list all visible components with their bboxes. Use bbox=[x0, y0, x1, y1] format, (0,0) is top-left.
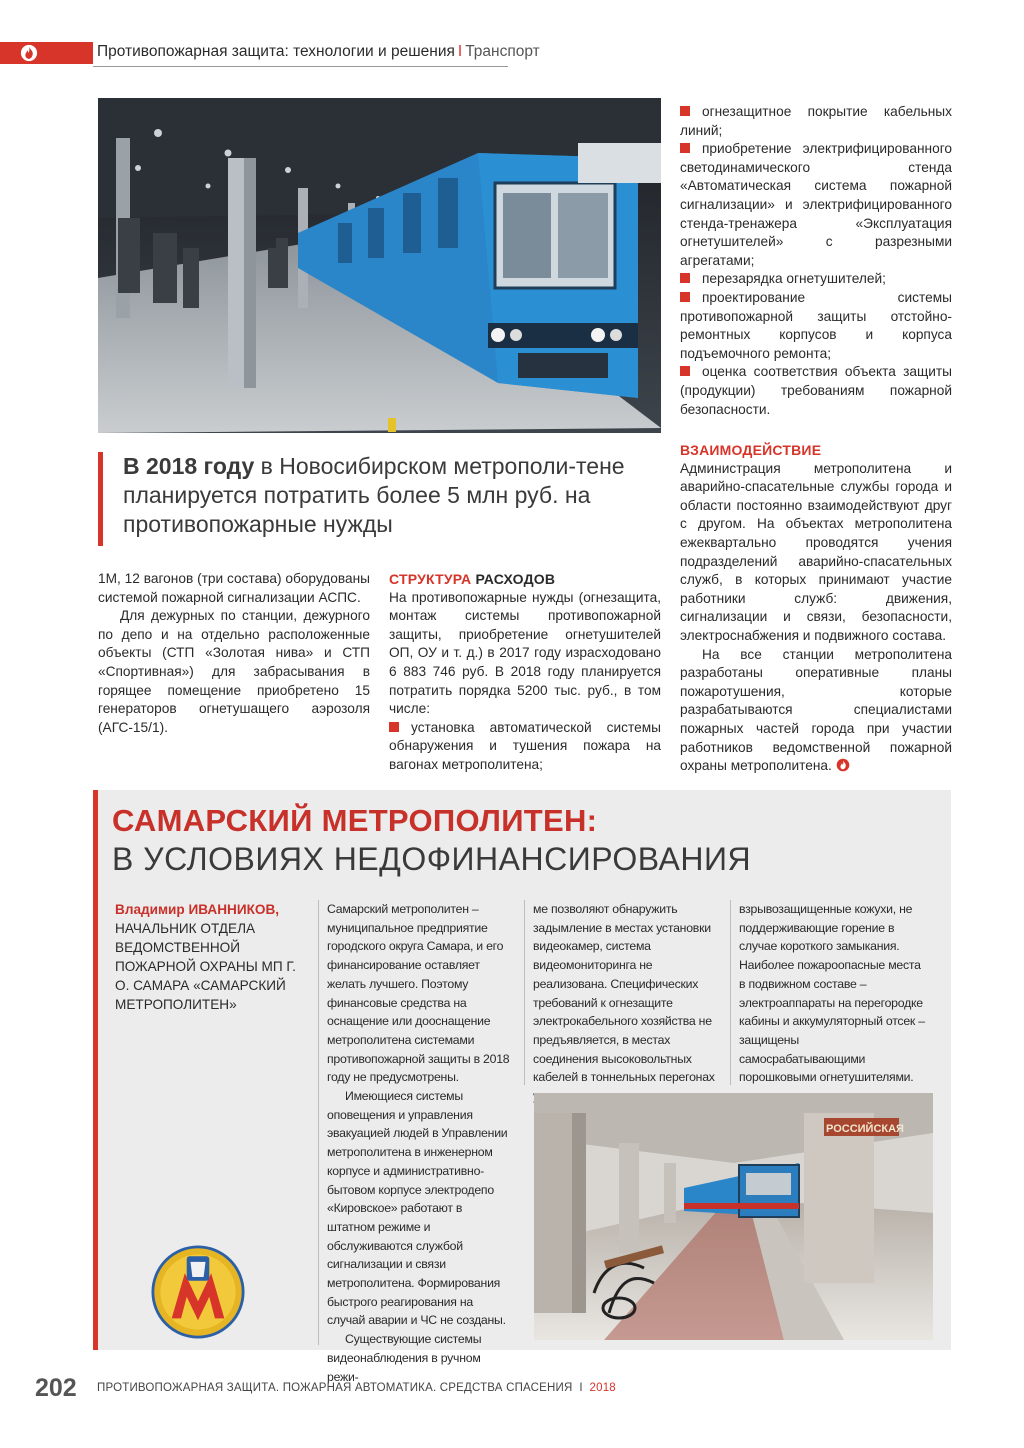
author-block bbox=[115, 900, 305, 1014]
photo-samara-station bbox=[534, 1093, 933, 1340]
paragraph: Существующие системы видеонаблюдения в ручном режи- bbox=[327, 1332, 482, 1384]
footer-year: 2018 bbox=[589, 1382, 616, 1394]
pull-quote-text: в Новосибирском метрополи-тене планируется потратить более 5 млн руб. на противопожарные нужды bbox=[123, 453, 625, 537]
header-section: Транспорт bbox=[465, 43, 540, 60]
article-accent-bar bbox=[93, 790, 98, 1350]
running-header bbox=[97, 43, 540, 61]
quote-accent-bar bbox=[98, 452, 103, 546]
bullet-square bbox=[680, 143, 690, 153]
photo-novosibirsk-metro bbox=[98, 98, 661, 433]
column-divider bbox=[730, 900, 731, 1085]
list-item-text: оценка соответствия объекта защиты (продукции) требованиям пожарной безопасности. bbox=[680, 364, 952, 417]
pull-quote bbox=[123, 452, 663, 539]
footer-separator: I bbox=[579, 1382, 583, 1394]
station-illustration bbox=[534, 1093, 933, 1340]
article-column-1 bbox=[327, 900, 513, 1386]
header-title: Противопожарная защита: технологии и решения bbox=[97, 43, 455, 60]
list-item-text: установка автоматической системы обнаружения и тушения пожара на вагонах метрополитена; bbox=[389, 719, 661, 772]
running-footer bbox=[97, 1382, 616, 1394]
list-item-text: огнезащитное покрытие кабельных линий; bbox=[680, 104, 952, 138]
list-item bbox=[680, 140, 952, 270]
footer-title: ПРОТИВОПОЖАРНАЯ ЗАЩИТА. ПОЖАРНАЯ АВТОМАТИКА. СРЕДСТВА СПАСЕНИЯ bbox=[97, 1382, 573, 1394]
bullet-square bbox=[680, 273, 690, 283]
column-divider bbox=[524, 900, 525, 1085]
column-divider bbox=[318, 900, 319, 1345]
article-column-2 bbox=[533, 900, 719, 1106]
metro-logo-icon bbox=[151, 1245, 245, 1339]
bullet-square bbox=[389, 722, 399, 732]
author-name: Владимир ИВАННИКОВ, bbox=[115, 902, 280, 917]
metro-train-illustration bbox=[98, 98, 661, 433]
paragraph: ме позволяют обнаружить задымление в местах установки видеокамер, система видеомониторинга не реализована. Специфических требований к огнезащите электрокабельного хозяйства не предъявляется, в местах соединения высоковольтных кабелей в тоннельных перегонах bbox=[533, 902, 715, 1085]
list-item bbox=[389, 719, 661, 775]
list-item bbox=[680, 363, 952, 419]
page-number: 202 bbox=[35, 1374, 77, 1402]
paragraph-text: На все станции метрополитена разработаны оперативные планы пожаротушения, которые разрабатываются специалистами пожарных частей города при участии работников ведомственной пожарной охраны метрополитена. bbox=[680, 646, 952, 774]
heading-structure-dark: РАСХОДОВ bbox=[475, 571, 556, 587]
paragraph: На противопожарные нужды (огнезащита, монтаж системы противопожарной защиты, приобретение огнетушителей ОП, ОУ и т. д.) в 2017 году израсходовано 6 883 746 руб. В 2018 году планируется потратить порядка 5200 тыс. руб., в том числе: bbox=[389, 589, 661, 717]
flame-icon bbox=[836, 758, 850, 772]
list-item bbox=[680, 103, 952, 140]
heading-structure-red: СТРУКТУРА bbox=[389, 571, 472, 587]
header-separator: I bbox=[457, 43, 463, 60]
header-rule bbox=[93, 66, 508, 67]
station-sign-text: РОССИЙСКАЯ bbox=[826, 1123, 904, 1135]
column-left bbox=[98, 570, 370, 737]
paragraph bbox=[680, 646, 952, 776]
column-middle bbox=[389, 570, 661, 775]
list-item bbox=[680, 289, 952, 363]
heading-interaction: ВЗАИМОДЕЙСТВИЕ bbox=[680, 442, 822, 459]
column-right-top bbox=[680, 103, 952, 776]
article-column-3 bbox=[739, 900, 925, 1087]
pull-quote-bold: В 2018 году bbox=[123, 453, 255, 479]
bullet-square bbox=[680, 292, 690, 302]
paragraph: Самарский метрополитен – муниципальное предприятие городского округа Самара, и его финансирование оставляет желать лучшего. Поэтому финансовые средства на оснащение или дооснащение метрополитена системами противопожарной защиты в 2018 году не предусмотрены. bbox=[327, 902, 510, 1085]
bullet-square bbox=[680, 366, 690, 376]
paragraph: Имеющиеся системы оповещения и управления эвакуацией людей в Управлении метрополитена в инженерном корпусе и административно-бытовом корпусе электродепо «Кировское» работают в штатном режиме и обслуживаются службой сигнализации и связи метрополитена. Формирования быстрого реагирования на случай аварии и ЧС не созданы. bbox=[327, 1089, 508, 1328]
paragraph: Администрация метрополитена и аварийно-спасательные службы города и области постоянно взаимодействуют друг с другом. На объектах метрополитена ежеквартально проводятся учения подразделений аварийно-спасательных служб, в которых принимают участие работники служб: движения, сигнализации и связи, безопасности, электроснабжения и подвижного состава. bbox=[680, 460, 952, 644]
paragraph: Для дежурных по станции, дежурного по депо и на отдельно расположенные объекты (СТП «Золотая нива» и СТП «Спортивная») для забрасывания в горящее помещение приобретено 15 генераторов огнетушащего аэрозоля (АГС-15/1). bbox=[98, 608, 370, 735]
list-item-text: проектирование системы противопожарной защиты отстойно-ремонтных корпусов и корпуса подъемочного ремонта; bbox=[680, 289, 952, 361]
list-item-text: перезарядка огнетушителей; bbox=[702, 271, 886, 287]
author-role: НАЧАЛЬНИК ОТДЕЛА ВЕДОМСТВЕННОЙ ПОЖАРНОЙ ОХРАНЫ МП Г. О. САМАРА «САМАРСКИЙ МЕТРОПОЛИТЕН» bbox=[115, 921, 296, 1012]
paragraph: взрывозащищенные кожухи, не поддерживающие горение в случае короткого замыкания. Наиболее пожароопасные места в подвижном составе – электроаппараты на перегородке кабины и аккумуляторный отсек – защищены самосрабатывающими порошковыми огнетушителями. bbox=[739, 902, 925, 1085]
list-item bbox=[680, 270, 952, 289]
header-accent-bar bbox=[0, 42, 93, 64]
article-subtitle: В УСЛОВИЯХ НЕДОФИНАНСИРОВАНИЯ bbox=[112, 841, 752, 877]
article-title: САМАРСКИЙ МЕТРОПОЛИТЕН: bbox=[112, 803, 598, 838]
paragraph: 1М, 12 вагонов (три состава) оборудованы системой пожарной сигнализации АСПС. bbox=[98, 571, 370, 605]
flame-icon bbox=[20, 44, 38, 62]
heading-structure bbox=[389, 570, 661, 589]
list-item-text: приобретение электрифицированного светодинамического стенда «Автоматическая система пожарной сигнализации» и электрифицированного стенда-тренажера «Эксплуатация огнетушителей» с разрезными агрегатами; bbox=[680, 141, 952, 268]
bullet-square bbox=[680, 106, 690, 116]
